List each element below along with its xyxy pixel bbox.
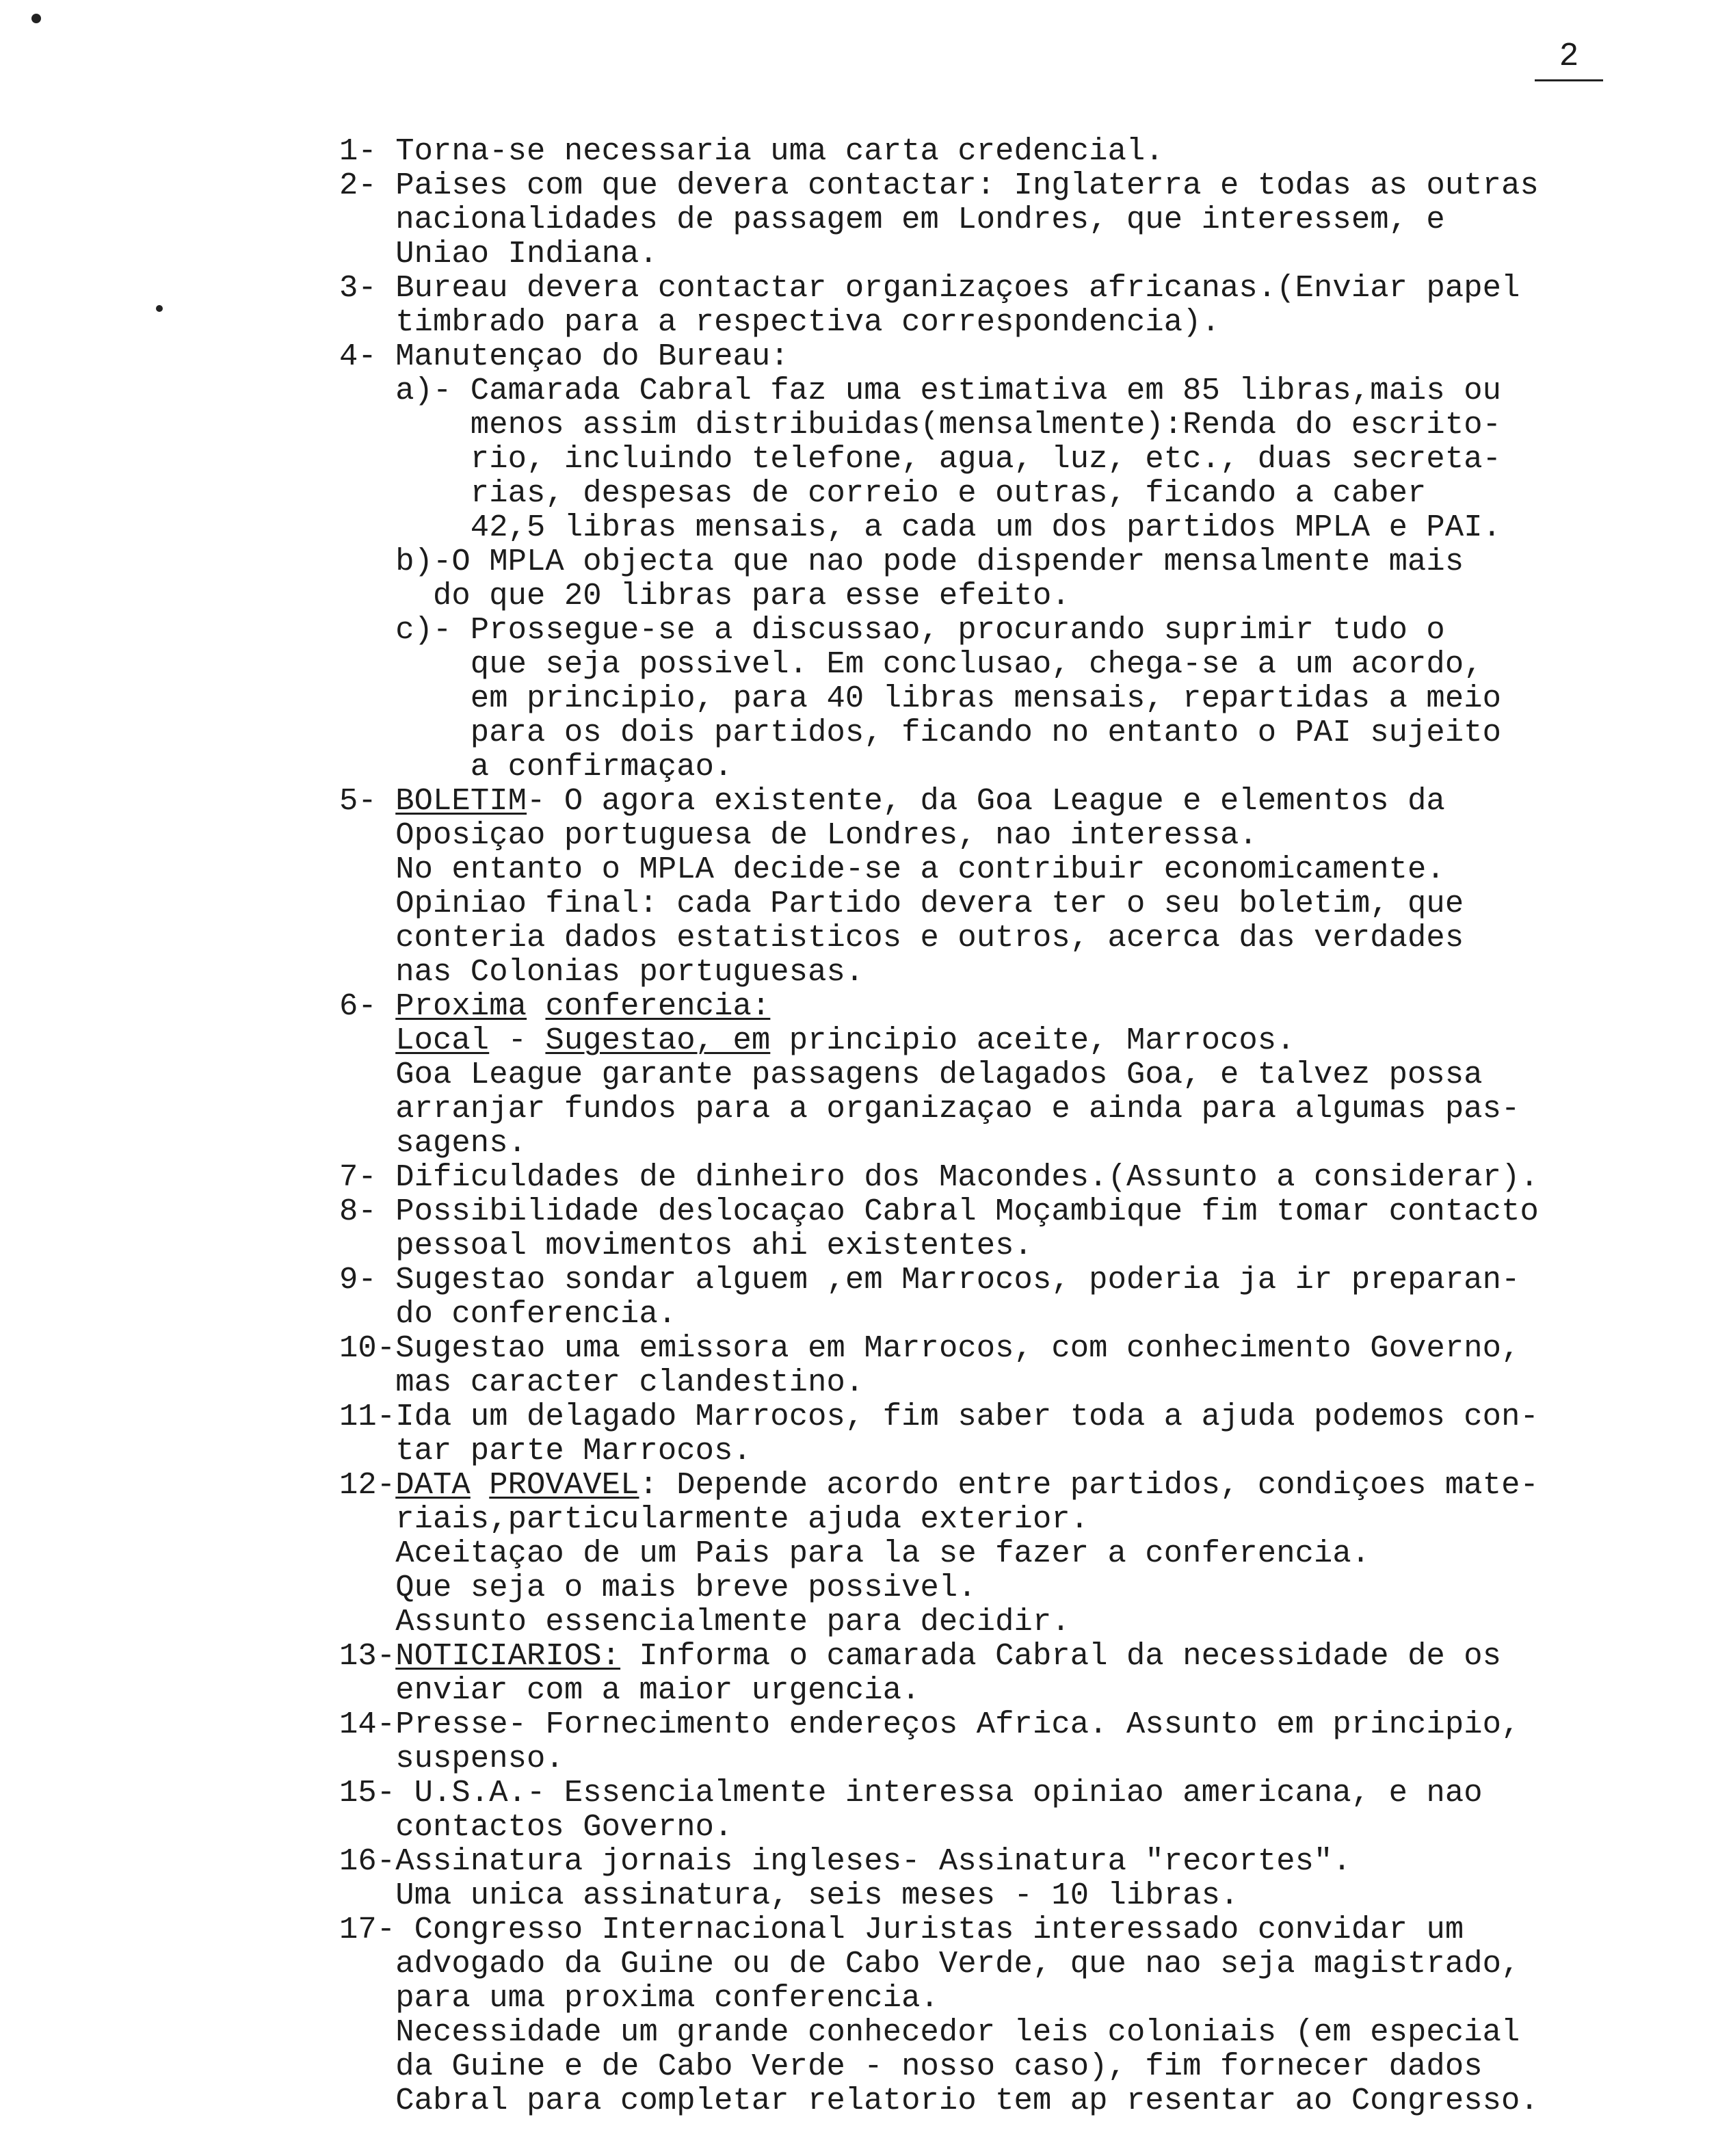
text-line xyxy=(339,2049,1700,2083)
text-segment: em principio, para 40 libras mensais, repartidas a meio xyxy=(470,681,1502,716)
text-line xyxy=(339,305,1700,339)
text-line xyxy=(339,1639,1700,1673)
text-segment: 2- Paises com que devera contactar: Inglaterra e todas as outras xyxy=(339,168,1539,203)
underlined-heading: BOLETIM xyxy=(395,783,527,819)
text-line xyxy=(339,1707,1700,1741)
text-line xyxy=(339,1912,1700,1947)
text-segment: Uniao Indiana. xyxy=(395,236,658,272)
text-segment: 3- Bureau devera contactar organizaçoes africanas.(Enviar papel xyxy=(339,270,1520,306)
document-body xyxy=(339,134,1700,2118)
text-segment: nacionalidades de passagem em Londres, que interessem, e xyxy=(395,202,1445,237)
text-line xyxy=(339,1570,1700,1605)
text-segment: 4- Manutençao do Bureau: xyxy=(339,339,789,374)
text-line xyxy=(339,1844,1700,1878)
text-segment: 13- xyxy=(339,1638,396,1674)
text-line xyxy=(339,1878,1700,1912)
text-segment: principio aceite, Marrocos. xyxy=(770,1023,1295,1058)
text-segment: contactos Governo. xyxy=(395,1809,733,1845)
text-line xyxy=(339,1981,1700,2015)
underlined-heading: DATA xyxy=(395,1467,471,1503)
text-line xyxy=(339,271,1700,305)
text-segment: do que 20 libras para esse efeito. xyxy=(433,578,1070,614)
text-line xyxy=(339,647,1700,681)
text-line xyxy=(339,681,1700,715)
text-line xyxy=(339,818,1700,852)
text-line xyxy=(339,1434,1700,1468)
text-segment: Cabral para completar relatorio tem ap resentar ao Congresso. xyxy=(395,2083,1539,2118)
text-segment: Que seja o mais breve possivel. xyxy=(395,1570,977,1605)
text-line xyxy=(339,339,1700,373)
punch-mark-side xyxy=(156,305,163,312)
text-segment: No entanto o MPLA decide-se a contribuir economicamente. xyxy=(395,852,1445,887)
text-line xyxy=(339,1194,1700,1228)
text-line xyxy=(339,921,1700,955)
text-line xyxy=(339,1297,1700,1331)
text-segment: da Guine e de Cabo Verde - nosso caso), fim fornecer dados xyxy=(395,2049,1483,2084)
page-number: 2 xyxy=(1559,38,1579,75)
text-line xyxy=(339,1947,1700,1981)
text-line xyxy=(339,1776,1700,1810)
text-line xyxy=(339,579,1700,613)
text-segment: 17- Congresso Internacional Juristas interessado convidar um xyxy=(339,1912,1464,1947)
text-segment: 16-Assinatura jornais ingleses- Assinatura "recortes". xyxy=(339,1843,1351,1879)
text-segment: Necessidade um grande conhecedor leis coloniais (em especial xyxy=(395,2014,1520,2050)
text-line xyxy=(339,989,1700,1023)
text-line xyxy=(339,1536,1700,1570)
text-line xyxy=(339,1502,1700,1536)
text-segment: arranjar fundos para a organizaçao e ainda para algumas pas- xyxy=(395,1091,1520,1127)
text-line xyxy=(339,1331,1700,1365)
text-line xyxy=(339,168,1700,202)
text-segment: Aceitaçao de um Pais para la se fazer a conferencia. xyxy=(395,1536,1371,1571)
text-line xyxy=(339,476,1700,510)
text-segment: Opiniao final: cada Partido devera ter o seu boletim, que xyxy=(395,886,1464,921)
underlined-heading: Sugestao, em xyxy=(545,1023,771,1058)
text-segment: : Depende acordo entre partidos, condiçoes mate- xyxy=(639,1467,1539,1503)
text-line xyxy=(339,2083,1700,2118)
text-segment: advogado da Guine ou de Cabo Verde, que nao seja magistrado, xyxy=(395,1946,1520,1982)
text-segment: 5- xyxy=(339,783,396,819)
text-line xyxy=(339,442,1700,476)
text-segment: Uma unica assinatura, seis meses - 10 libras. xyxy=(395,1878,1239,1913)
text-line xyxy=(339,237,1700,271)
text-line xyxy=(339,852,1700,886)
text-segment: - xyxy=(489,1023,546,1058)
text-segment: a confirmaçao. xyxy=(470,749,733,785)
text-segment: nas Colonias portuguesas. xyxy=(395,954,864,990)
text-line xyxy=(339,1468,1700,1502)
text-line xyxy=(339,1263,1700,1297)
text-segment: tar parte Marrocos. xyxy=(395,1433,752,1469)
text-segment: enviar com a maior urgencia. xyxy=(395,1672,921,1708)
text-segment: suspenso. xyxy=(395,1741,564,1776)
underlined-heading: NOTICIARIOS: xyxy=(395,1638,621,1674)
text-segment: conteria dados estatisticos e outros, acerca das verdades xyxy=(395,920,1464,956)
text-line xyxy=(339,1741,1700,1776)
text-line xyxy=(339,202,1700,237)
text-segment: Oposiçao portuguesa de Londres, nao interessa. xyxy=(395,817,1258,853)
page-number-rule xyxy=(1535,79,1603,81)
underlined-heading: PROVAVEL xyxy=(489,1467,639,1503)
text-line xyxy=(339,408,1700,442)
text-line xyxy=(339,955,1700,989)
text-line xyxy=(339,1023,1700,1057)
text-segment: rio, incluindo telefone, agua, luz, etc., duas secreta- xyxy=(470,441,1502,477)
text-segment: timbrado para a respectiva correspondencia). xyxy=(395,304,1220,340)
text-line xyxy=(339,1057,1700,1092)
underlined-heading: Local xyxy=(395,1023,490,1058)
text-segment: 42,5 libras mensais, a cada um dos partidos MPLA e PAI. xyxy=(470,510,1502,545)
text-segment xyxy=(471,1467,489,1503)
text-line xyxy=(339,1092,1700,1126)
text-segment: a)- Camarada Cabral faz uma estimativa em 85 libras,mais ou xyxy=(395,373,1502,408)
text-line xyxy=(339,1365,1700,1399)
text-line xyxy=(339,1673,1700,1707)
text-segment: 7- Dificuldades de dinheiro dos Macondes.(Assunto a considerar). xyxy=(339,1159,1539,1195)
text-line xyxy=(339,1228,1700,1263)
text-line xyxy=(339,1160,1700,1194)
text-segment: rias, despesas de correio e outras, ficando a caber xyxy=(470,475,1427,511)
text-segment: 15- U.S.A.- Essencialmente interessa opiniao americana, e nao xyxy=(339,1775,1483,1811)
text-segment: Informa o camarada Cabral da necessidade de os xyxy=(620,1638,1502,1674)
text-segment: c)- Prossegue-se a discussao, procurando suprimir tudo o xyxy=(395,612,1445,648)
text-segment: riais,particularmente ajuda exterior. xyxy=(395,1501,1089,1537)
text-segment: pessoal movimentos ahi existentes. xyxy=(395,1228,1033,1263)
text-segment: 11-Ida um delagado Marrocos, fim saber toda a ajuda podemos con- xyxy=(339,1399,1539,1434)
text-segment: Assunto essencialmente para decidir. xyxy=(395,1604,1070,1640)
text-segment: b)-O MPLA objecta que nao pode dispender mensalmente mais xyxy=(395,544,1464,579)
text-segment: menos assim distribuidas(mensalmente):Renda do escrito- xyxy=(470,407,1502,443)
text-segment: 1- Torna-se necessaria uma carta credencial. xyxy=(339,133,1164,169)
text-segment xyxy=(527,988,545,1024)
text-line xyxy=(339,715,1700,750)
text-line xyxy=(339,886,1700,921)
text-line xyxy=(339,1810,1700,1844)
text-segment: 9- Sugestao sondar alguem ,em Marrocos, poderia ja ir preparan- xyxy=(339,1262,1520,1298)
text-segment: - O agora existente, da Goa League e elementos da xyxy=(527,783,1445,819)
text-line xyxy=(339,2015,1700,2049)
text-line xyxy=(339,784,1700,818)
text-line xyxy=(339,510,1700,544)
text-line xyxy=(339,1399,1700,1434)
text-segment: do conferencia. xyxy=(395,1296,677,1332)
text-line xyxy=(339,373,1700,408)
text-segment: mas caracter clandestino. xyxy=(395,1365,864,1400)
text-segment: 12- xyxy=(339,1467,396,1503)
text-line xyxy=(339,134,1700,168)
text-line xyxy=(339,613,1700,647)
punch-mark-top xyxy=(31,14,41,23)
underlined-heading: Proxima xyxy=(395,988,527,1024)
underlined-heading: conferencia: xyxy=(545,988,771,1024)
text-segment: 14-Presse- Fornecimento endereços Africa. Assunto em principio, xyxy=(339,1707,1520,1742)
text-segment: 8- Possibilidade deslocaçao Cabral Moçambique fim tomar contacto xyxy=(339,1194,1539,1229)
text-segment: sagens. xyxy=(395,1125,527,1161)
text-line xyxy=(339,544,1700,579)
text-line xyxy=(339,750,1700,784)
text-segment: que seja possivel. Em conclusao, chega-se a um acordo, xyxy=(470,646,1483,682)
text-segment: 6- xyxy=(339,988,396,1024)
text-line xyxy=(339,1605,1700,1639)
text-segment: para os dois partidos, ficando no entanto o PAI sujeito xyxy=(470,715,1502,750)
text-segment: Goa League garante passagens delagados Goa, e talvez possa xyxy=(395,1057,1483,1092)
text-segment: para uma proxima conferencia. xyxy=(395,1980,939,2016)
text-line xyxy=(339,1126,1700,1160)
text-segment: 10-Sugestao uma emissora em Marrocos, com conhecimento Governo, xyxy=(339,1330,1520,1366)
